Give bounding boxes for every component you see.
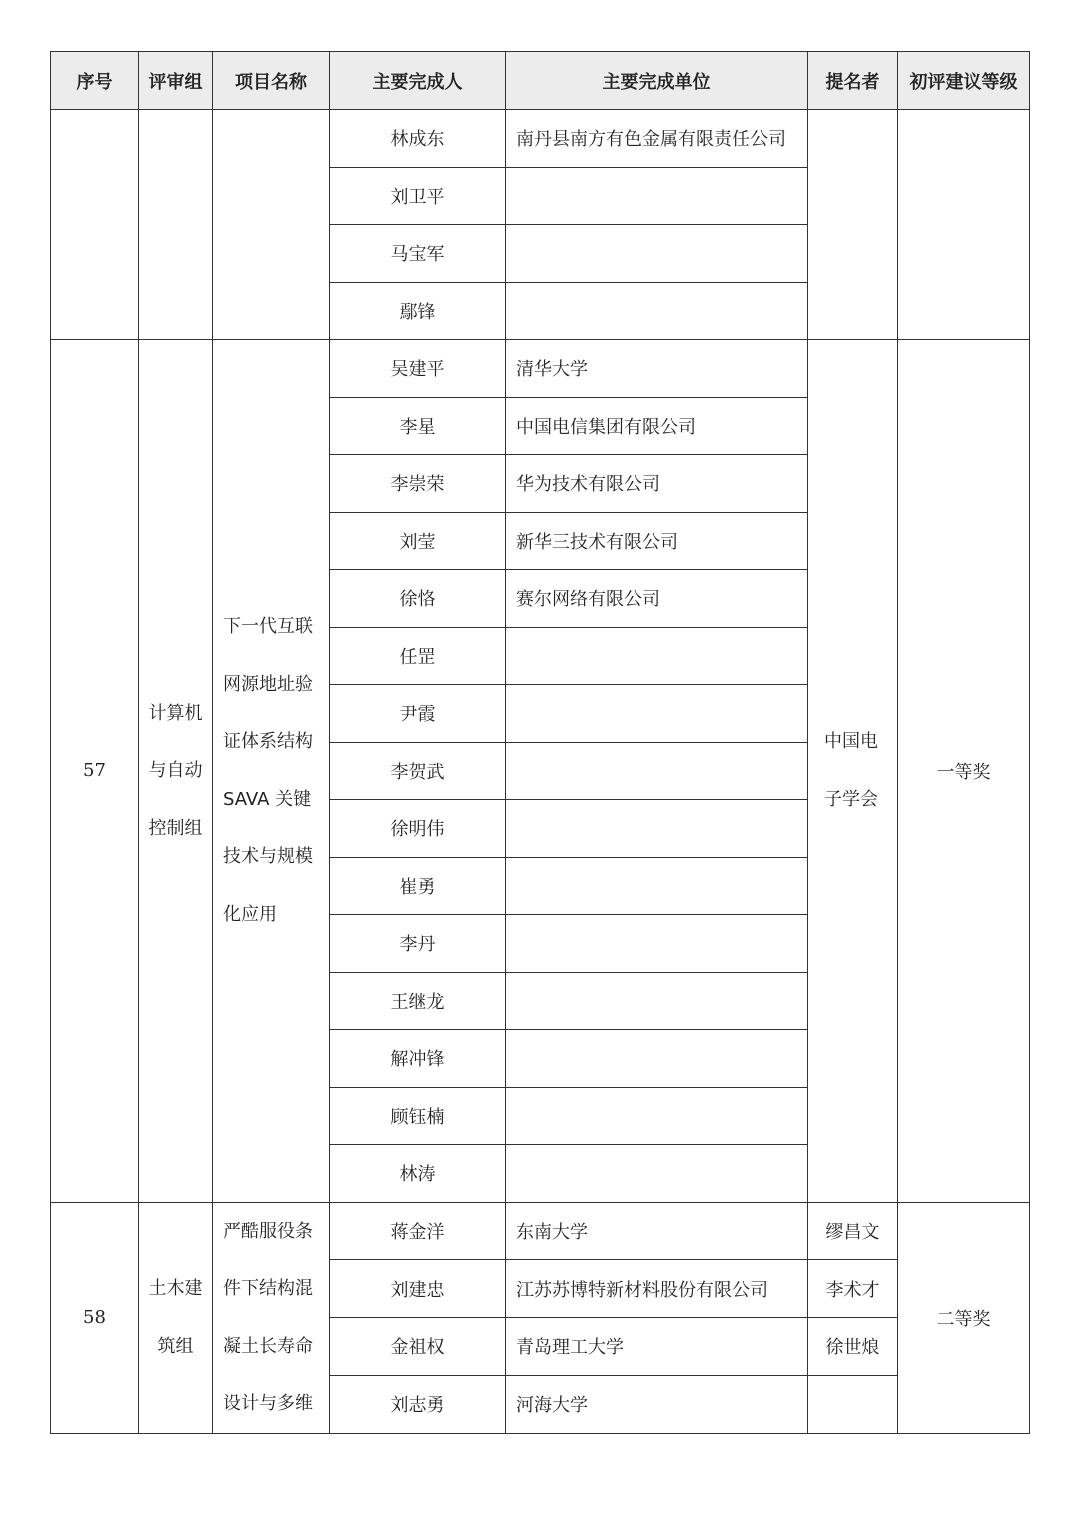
unit-cell: 华为技术有限公司	[506, 455, 808, 513]
group-cell	[139, 110, 213, 340]
header-row	[51, 52, 1030, 110]
nominator-line: 中国电	[824, 731, 878, 753]
unit-cell: 江苏苏博特新材料股份有限公司	[506, 1260, 808, 1318]
unit-cell: 东南大学	[506, 1202, 808, 1260]
person-cell: 李贺武	[330, 742, 506, 800]
person-cell: 林成东	[330, 110, 506, 168]
person-cell: 吴建平	[330, 340, 506, 398]
unit-cell: 河海大学	[506, 1375, 808, 1433]
person-cell: 任罡	[330, 627, 506, 685]
nominator-cell: 李术才	[808, 1260, 898, 1318]
project-cell	[213, 110, 330, 340]
table-row	[51, 110, 1030, 168]
table-row	[51, 340, 1030, 398]
unit-cell: 新华三技术有限公司	[506, 512, 808, 570]
unit-cell: 青岛理工大学	[506, 1318, 808, 1376]
unit-cell	[506, 1145, 808, 1203]
unit-cell	[506, 685, 808, 743]
project-line: 化应用	[223, 903, 277, 925]
header-person: 主要完成人	[330, 52, 506, 110]
group-line: 与自动	[148, 760, 203, 781]
person-cell: 刘建忠	[330, 1260, 506, 1318]
person-cell: 徐恪	[330, 570, 506, 628]
person-cell: 刘志勇	[330, 1375, 506, 1433]
project-cell	[213, 1202, 330, 1433]
nominator-cell: 缪昌文	[808, 1202, 898, 1260]
group-line: 筑组	[157, 1335, 194, 1357]
person-cell: 尹霞	[330, 685, 506, 743]
unit-cell: 清华大学	[506, 340, 808, 398]
nominator-cell	[808, 110, 898, 340]
table-row	[51, 1202, 1030, 1260]
person-cell: 顾钰楠	[330, 1087, 506, 1145]
project-line: 网源地址验	[223, 673, 313, 695]
project-line: 设计与多维	[223, 1393, 313, 1414]
header-seq: 序号	[51, 52, 139, 110]
person-cell: 马宝军	[330, 225, 506, 283]
person-cell: 解冲锋	[330, 1030, 506, 1088]
project-cell	[213, 340, 330, 1203]
group-cell	[139, 340, 213, 1203]
header-unit: 主要完成单位	[506, 52, 808, 110]
project-line: 证体系结构	[223, 731, 313, 753]
unit-cell	[506, 627, 808, 685]
unit-cell: 南丹县南方有色金属有限责任公司	[506, 110, 808, 168]
header-level: 初评建议等级	[898, 52, 1030, 110]
person-cell: 鄢锋	[330, 282, 506, 340]
person-cell: 崔勇	[330, 857, 506, 915]
person-cell: 李崇荣	[330, 455, 506, 513]
person-cell: 刘莹	[330, 512, 506, 570]
nominator-cell	[808, 340, 898, 1203]
group-line: 控制组	[148, 817, 203, 839]
level-cell: 一等奖	[898, 340, 1030, 1203]
unit-cell	[506, 742, 808, 800]
group-line: 计算机	[148, 702, 203, 724]
level-cell	[898, 110, 1030, 340]
seq-cell: 57	[51, 340, 139, 1203]
seq-cell: 58	[51, 1202, 139, 1433]
unit-cell	[506, 915, 808, 973]
person-cell: 金祖权	[330, 1318, 506, 1376]
unit-cell	[506, 282, 808, 340]
seq-cell	[51, 110, 139, 340]
project-line: 技术与规模	[223, 846, 313, 868]
level-cell: 二等奖	[898, 1202, 1030, 1433]
nominator-cell: 徐世烺	[808, 1318, 898, 1376]
unit-cell	[506, 1030, 808, 1088]
header-project: 项目名称	[213, 52, 330, 110]
project-line: 件下结构混	[223, 1278, 313, 1299]
nominator-line: 子学会	[824, 788, 878, 810]
person-cell: 蒋金洋	[330, 1202, 506, 1260]
project-line: SAVA 关键	[223, 788, 312, 810]
person-cell: 李星	[330, 397, 506, 455]
award-table	[50, 51, 1030, 1434]
header-nominator: 提名者	[808, 52, 898, 110]
unit-cell	[506, 225, 808, 283]
group-line: 土木建	[148, 1278, 203, 1299]
person-cell: 徐明伟	[330, 800, 506, 858]
project-line: 下一代互联	[223, 616, 313, 638]
person-cell: 林涛	[330, 1145, 506, 1203]
unit-cell	[506, 857, 808, 915]
unit-cell	[506, 1087, 808, 1145]
group-cell	[139, 1202, 213, 1433]
person-cell: 刘卫平	[330, 167, 506, 225]
unit-cell: 中国电信集团有限公司	[506, 397, 808, 455]
unit-cell	[506, 972, 808, 1030]
project-line: 凝土长寿命	[223, 1335, 313, 1357]
person-cell: 李丹	[330, 915, 506, 973]
unit-cell	[506, 800, 808, 858]
nominator-cell	[808, 1375, 898, 1433]
unit-cell: 赛尔网络有限公司	[506, 570, 808, 628]
person-cell: 王继龙	[330, 972, 506, 1030]
header-group: 评审组	[139, 52, 213, 110]
unit-cell	[506, 167, 808, 225]
project-line: 严酷服役条	[223, 1220, 313, 1242]
